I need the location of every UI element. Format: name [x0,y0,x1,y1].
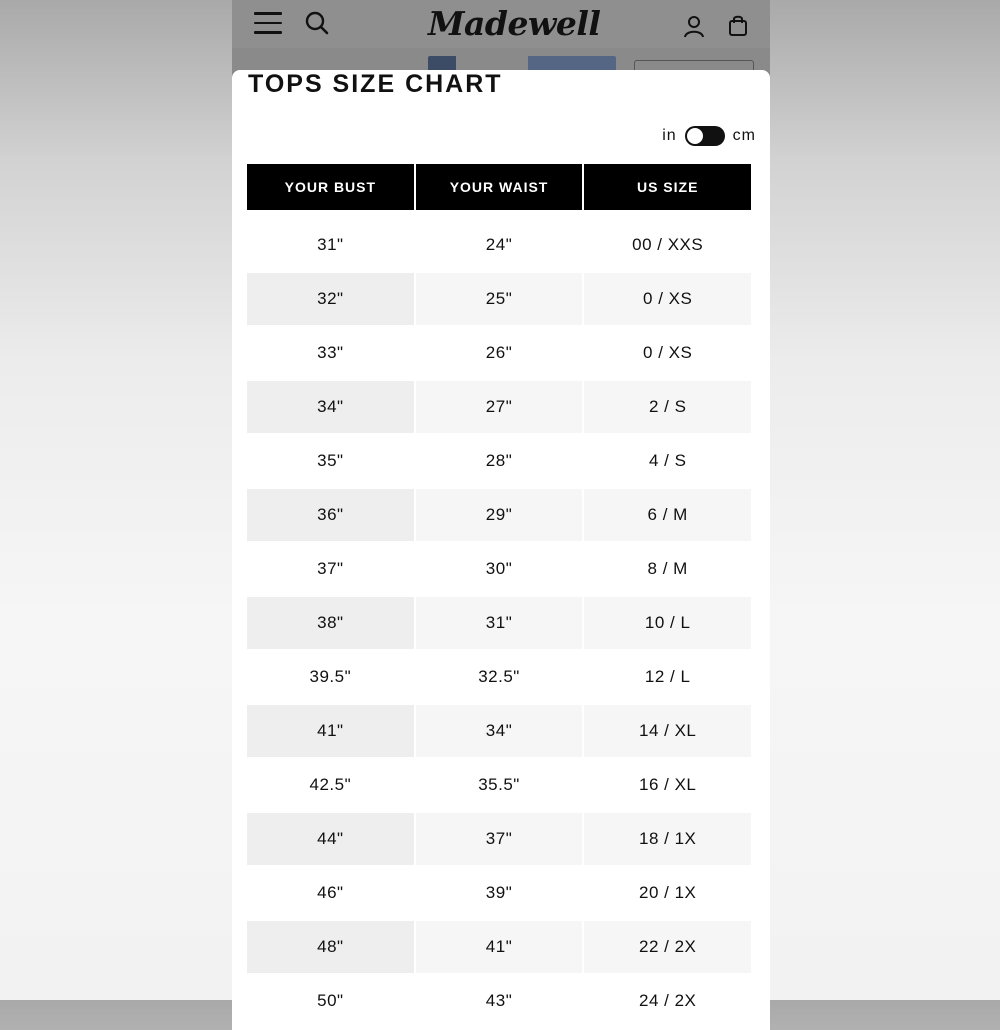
table-row [247,758,751,812]
us-size-cell: 22 / 2X [584,920,751,974]
menu-icon[interactable] [254,12,282,34]
waist-cell: 41" [416,920,583,974]
table-row [247,920,751,974]
waist-cell: 27" [416,380,583,434]
us-size-cell: 10 / L [584,596,751,650]
waist-cell: 32.5" [416,650,583,704]
waist-cell: 29" [416,488,583,542]
waist-cell: 39" [416,866,583,920]
bust-cell: 33" [247,326,414,380]
us-size-cell: 0 / XS [584,326,751,380]
bust-cell: 44" [247,812,414,866]
us-size-cell: 20 / 1X [584,866,751,920]
bust-cell: 32" [247,272,414,326]
table-row [247,272,751,326]
unit-switch[interactable] [685,126,725,146]
waist-cell: 30" [416,542,583,596]
waist-cell: 31" [416,596,583,650]
brand-logo[interactable]: Madewell [428,4,601,43]
bust-cell: 35" [247,434,414,488]
bust-cell: 46" [247,866,414,920]
column-header-us-size: US SIZE [584,164,751,218]
table-row [247,974,751,1028]
modal-title: TOPS SIZE CHART [248,70,503,98]
bust-cell: 50" [247,974,414,1028]
waist-cell: 24" [416,218,583,272]
column-header-bust: YOUR BUST [247,164,414,218]
table-row [247,812,751,866]
table-row [247,542,751,596]
bust-cell: 36" [247,488,414,542]
us-size-cell: 18 / 1X [584,812,751,866]
us-size-cell: 14 / XL [584,704,751,758]
table-row [247,866,751,920]
table-row [247,650,751,704]
unit-toggle[interactable] [662,124,756,148]
us-size-cell: 2 / S [584,380,751,434]
waist-cell: 25" [416,272,583,326]
waist-cell: 34" [416,704,583,758]
unit-label-cm[interactable]: cm [732,127,756,144]
bust-cell: 48" [247,920,414,974]
waist-cell: 35.5" [416,758,583,812]
table-row [247,380,751,434]
waist-cell: 26" [416,326,583,380]
bust-cell: 42.5" [247,758,414,812]
table-row [247,218,751,272]
bust-cell: 34" [247,380,414,434]
bust-cell: 38" [247,596,414,650]
waist-cell: 28" [416,434,583,488]
account-icon[interactable] [682,14,706,38]
us-size-cell: 8 / M [584,542,751,596]
us-size-cell: 24 / 2X [584,974,751,1028]
bust-cell: 41" [247,704,414,758]
us-size-cell: 00 / XXS [584,218,751,272]
table-row [247,488,751,542]
us-size-cell: 16 / XL [584,758,751,812]
size-chart-table [245,164,753,1028]
us-size-cell: 12 / L [584,650,751,704]
bust-cell: 31" [247,218,414,272]
table-row [247,326,751,380]
us-size-cell: 0 / XS [584,272,751,326]
table-row [247,596,751,650]
bust-cell: 37" [247,542,414,596]
table-row [247,434,751,488]
us-size-cell: 6 / M [584,488,751,542]
waist-cell: 37" [416,812,583,866]
waist-cell: 43" [416,974,583,1028]
switch-knob [687,128,703,144]
column-header-waist: YOUR WAIST [416,164,583,218]
search-icon[interactable] [304,10,330,36]
bag-icon[interactable] [728,14,748,36]
table-body [247,218,751,1028]
us-size-cell: 4 / S [584,434,751,488]
table-row [247,704,751,758]
unit-label-in[interactable]: in [662,127,677,144]
bust-cell: 39.5" [247,650,414,704]
table-header-row [247,164,751,218]
phone-screen [232,0,770,1010]
size-chart-modal [232,70,770,1030]
